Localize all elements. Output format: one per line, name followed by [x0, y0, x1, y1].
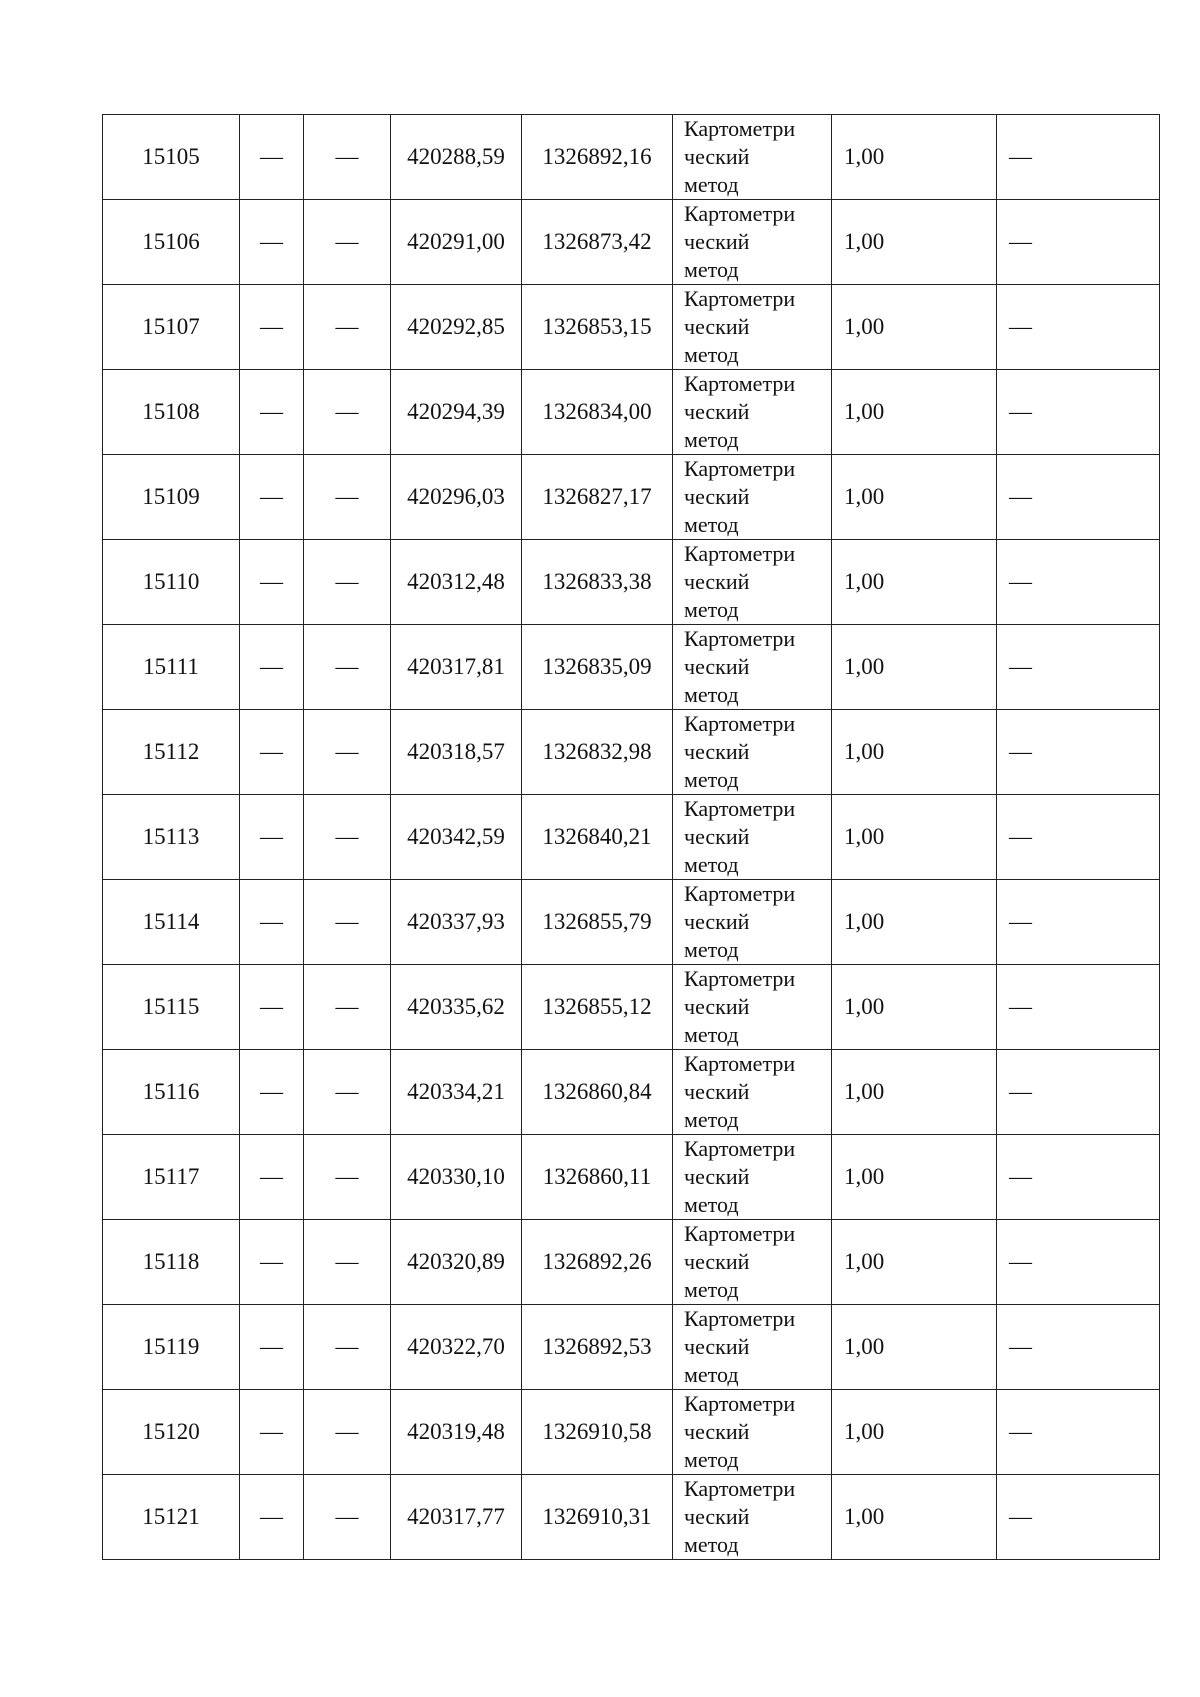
empty-value-cell: —	[240, 1135, 304, 1220]
empty-value-cell: —	[304, 1390, 391, 1475]
coordinate-x-cell: 420330,10	[391, 1135, 522, 1220]
method-line: метод	[684, 767, 739, 792]
method-line: ческий	[684, 144, 750, 169]
method-line: метод	[684, 342, 739, 367]
method-line: Картометри	[684, 881, 796, 906]
method-line: метод	[684, 1192, 739, 1217]
accuracy-cell: 1,00	[832, 200, 997, 285]
accuracy-cell: 1,00	[832, 880, 997, 965]
method-line: метод	[684, 597, 739, 622]
coordinate-x-cell: 420322,70	[391, 1305, 522, 1390]
coordinate-y-cell: 1326892,26	[522, 1220, 673, 1305]
method-line: ческий	[684, 1079, 750, 1104]
point-number-cell: 15106	[103, 200, 240, 285]
table-row	[103, 115, 1160, 200]
method-line: Картометри	[684, 1391, 796, 1416]
method-line: Картометри	[684, 1221, 796, 1246]
coordinate-x-cell: 420296,03	[391, 455, 522, 540]
accuracy-cell: 1,00	[832, 1220, 997, 1305]
table-row	[103, 1050, 1160, 1135]
empty-value-cell: —	[240, 795, 304, 880]
method-line: метод	[684, 1532, 739, 1557]
empty-value-cell: —	[997, 880, 1160, 965]
empty-value-cell: —	[304, 1220, 391, 1305]
empty-value-cell: —	[240, 880, 304, 965]
method-cell	[673, 1135, 832, 1220]
method-line: ческий	[684, 909, 750, 934]
method-line: ческий	[684, 399, 750, 424]
accuracy-cell: 1,00	[832, 1135, 997, 1220]
empty-value-cell: —	[304, 1050, 391, 1135]
method-cell	[673, 115, 832, 200]
accuracy-cell: 1,00	[832, 1305, 997, 1390]
empty-value-cell: —	[240, 370, 304, 455]
method-cell	[673, 370, 832, 455]
empty-value-cell: —	[240, 1220, 304, 1305]
coordinate-y-cell: 1326855,79	[522, 880, 673, 965]
empty-value-cell: —	[240, 1475, 304, 1560]
empty-value-cell: —	[304, 200, 391, 285]
method-line: метод	[684, 172, 739, 197]
method-line: Картометри	[684, 966, 796, 991]
point-number-cell: 15118	[103, 1220, 240, 1305]
coordinate-x-cell: 420292,85	[391, 285, 522, 370]
method-line: Картометри	[684, 1476, 796, 1501]
method-cell	[673, 880, 832, 965]
coordinate-x-cell: 420312,48	[391, 540, 522, 625]
method-cell	[673, 455, 832, 540]
method-cell	[673, 795, 832, 880]
table-row	[103, 1305, 1160, 1390]
empty-value-cell: —	[304, 1475, 391, 1560]
table-row	[103, 200, 1160, 285]
empty-value-cell: —	[240, 200, 304, 285]
method-line: метод	[684, 1277, 739, 1302]
table-row	[103, 1220, 1160, 1305]
method-line: Картометри	[684, 541, 796, 566]
accuracy-cell: 1,00	[832, 285, 997, 370]
method-cell	[673, 1050, 832, 1135]
method-cell	[673, 1390, 832, 1475]
empty-value-cell: —	[240, 1305, 304, 1390]
empty-value-cell: —	[304, 370, 391, 455]
table-row	[103, 1390, 1160, 1475]
empty-value-cell: —	[997, 1475, 1160, 1560]
coordinate-y-cell: 1326910,31	[522, 1475, 673, 1560]
empty-value-cell: —	[304, 1135, 391, 1220]
point-number-cell: 15114	[103, 880, 240, 965]
empty-value-cell: —	[997, 200, 1160, 285]
accuracy-cell: 1,00	[832, 370, 997, 455]
point-number-cell: 15119	[103, 1305, 240, 1390]
coordinate-x-cell: 420317,81	[391, 625, 522, 710]
method-line: метод	[684, 512, 739, 537]
point-number-cell: 15121	[103, 1475, 240, 1560]
empty-value-cell: —	[304, 965, 391, 1050]
coordinate-y-cell: 1326834,00	[522, 370, 673, 455]
accuracy-cell: 1,00	[832, 625, 997, 710]
accuracy-cell: 1,00	[832, 1050, 997, 1135]
method-line: метод	[684, 1362, 739, 1387]
coordinate-y-cell: 1326860,84	[522, 1050, 673, 1135]
coordinate-x-cell: 420317,77	[391, 1475, 522, 1560]
table-row	[103, 1475, 1160, 1560]
accuracy-cell: 1,00	[832, 1475, 997, 1560]
method-line: метод	[684, 682, 739, 707]
method-cell	[673, 965, 832, 1050]
method-line: Картометри	[684, 1136, 796, 1161]
point-number-cell: 15113	[103, 795, 240, 880]
coordinate-y-cell: 1326860,11	[522, 1135, 673, 1220]
method-line: ческий	[684, 569, 750, 594]
coordinates-table	[102, 114, 1160, 1560]
method-line: Картометри	[684, 711, 796, 736]
coordinate-y-cell: 1326892,16	[522, 115, 673, 200]
coordinate-y-cell: 1326855,12	[522, 965, 673, 1050]
coordinate-y-cell: 1326892,53	[522, 1305, 673, 1390]
coordinate-y-cell: 1326840,21	[522, 795, 673, 880]
empty-value-cell: —	[997, 965, 1160, 1050]
table-row	[103, 795, 1160, 880]
method-line: Картометри	[684, 116, 796, 141]
empty-value-cell: —	[997, 285, 1160, 370]
method-line: метод	[684, 852, 739, 877]
empty-value-cell: —	[997, 795, 1160, 880]
method-line: Картометри	[684, 201, 796, 226]
coordinate-y-cell: 1326827,17	[522, 455, 673, 540]
point-number-cell: 15110	[103, 540, 240, 625]
method-line: метод	[684, 427, 739, 452]
table-row	[103, 880, 1160, 965]
point-number-cell: 15105	[103, 115, 240, 200]
empty-value-cell: —	[304, 625, 391, 710]
coordinate-x-cell: 420337,93	[391, 880, 522, 965]
table-row	[103, 370, 1160, 455]
table-row	[103, 1135, 1160, 1220]
empty-value-cell: —	[240, 285, 304, 370]
empty-value-cell: —	[240, 625, 304, 710]
empty-value-cell: —	[997, 115, 1160, 200]
method-line: ческий	[684, 229, 750, 254]
empty-value-cell: —	[304, 115, 391, 200]
empty-value-cell: —	[997, 625, 1160, 710]
coordinate-x-cell: 420318,57	[391, 710, 522, 795]
empty-value-cell: —	[997, 1220, 1160, 1305]
method-line: Картометри	[684, 1051, 796, 1076]
empty-value-cell: —	[240, 540, 304, 625]
point-number-cell: 15117	[103, 1135, 240, 1220]
table-row	[103, 285, 1160, 370]
coordinate-y-cell: 1326853,15	[522, 285, 673, 370]
coordinate-y-cell: 1326835,09	[522, 625, 673, 710]
accuracy-cell: 1,00	[832, 455, 997, 540]
method-line: ческий	[684, 739, 750, 764]
empty-value-cell: —	[304, 285, 391, 370]
coordinate-y-cell: 1326832,98	[522, 710, 673, 795]
accuracy-cell: 1,00	[832, 710, 997, 795]
coordinate-x-cell: 420335,62	[391, 965, 522, 1050]
empty-value-cell: —	[240, 710, 304, 795]
empty-value-cell: —	[997, 1050, 1160, 1135]
coordinate-x-cell: 420342,59	[391, 795, 522, 880]
accuracy-cell: 1,00	[832, 540, 997, 625]
method-line: метод	[684, 1447, 739, 1472]
table-row	[103, 625, 1160, 710]
method-cell	[673, 1305, 832, 1390]
method-cell	[673, 285, 832, 370]
empty-value-cell: —	[240, 965, 304, 1050]
empty-value-cell: —	[304, 880, 391, 965]
table-row	[103, 965, 1160, 1050]
method-line: ческий	[684, 1504, 750, 1529]
empty-value-cell: —	[304, 540, 391, 625]
method-line: Картометри	[684, 796, 796, 821]
coordinate-x-cell: 420320,89	[391, 1220, 522, 1305]
empty-value-cell: —	[997, 710, 1160, 795]
accuracy-cell: 1,00	[832, 965, 997, 1050]
accuracy-cell: 1,00	[832, 795, 997, 880]
point-number-cell: 15111	[103, 625, 240, 710]
method-cell	[673, 710, 832, 795]
empty-value-cell: —	[997, 1390, 1160, 1475]
coordinate-y-cell: 1326833,38	[522, 540, 673, 625]
method-cell	[673, 200, 832, 285]
table-row	[103, 540, 1160, 625]
method-line: метод	[684, 1022, 739, 1047]
method-line: ческий	[684, 1334, 750, 1359]
method-line: ческий	[684, 1419, 750, 1444]
coordinate-y-cell: 1326873,42	[522, 200, 673, 285]
point-number-cell: 15116	[103, 1050, 240, 1135]
empty-value-cell: —	[304, 1305, 391, 1390]
point-number-cell: 15112	[103, 710, 240, 795]
empty-value-cell: —	[304, 795, 391, 880]
accuracy-cell: 1,00	[832, 115, 997, 200]
point-number-cell: 15108	[103, 370, 240, 455]
method-line: метод	[684, 257, 739, 282]
coordinate-x-cell: 420291,00	[391, 200, 522, 285]
point-number-cell: 15120	[103, 1390, 240, 1475]
coordinate-x-cell: 420288,59	[391, 115, 522, 200]
empty-value-cell: —	[997, 455, 1160, 540]
method-line: Картометри	[684, 1306, 796, 1331]
method-line: Картометри	[684, 456, 796, 481]
method-cell	[673, 625, 832, 710]
table-row	[103, 710, 1160, 795]
empty-value-cell: —	[997, 370, 1160, 455]
method-line: ческий	[684, 824, 750, 849]
table-body	[103, 115, 1160, 1560]
empty-value-cell: —	[997, 1305, 1160, 1390]
empty-value-cell: —	[240, 115, 304, 200]
coordinate-x-cell: 420294,39	[391, 370, 522, 455]
table-row	[103, 455, 1160, 540]
point-number-cell: 15109	[103, 455, 240, 540]
method-line: ческий	[684, 654, 750, 679]
point-number-cell: 15107	[103, 285, 240, 370]
empty-value-cell: —	[304, 455, 391, 540]
method-line: ческий	[684, 1164, 750, 1189]
method-line: Картометри	[684, 286, 796, 311]
method-line: Картометри	[684, 371, 796, 396]
method-line: ческий	[684, 314, 750, 339]
method-cell	[673, 1475, 832, 1560]
method-cell	[673, 1220, 832, 1305]
empty-value-cell: —	[304, 710, 391, 795]
coordinate-y-cell: 1326910,58	[522, 1390, 673, 1475]
empty-value-cell: —	[997, 1135, 1160, 1220]
empty-value-cell: —	[240, 1050, 304, 1135]
empty-value-cell: —	[997, 540, 1160, 625]
method-line: Картометри	[684, 626, 796, 651]
method-line: метод	[684, 1107, 739, 1132]
accuracy-cell: 1,00	[832, 1390, 997, 1475]
point-number-cell: 15115	[103, 965, 240, 1050]
empty-value-cell: —	[240, 455, 304, 540]
empty-value-cell: —	[240, 1390, 304, 1475]
method-line: ческий	[684, 484, 750, 509]
method-line: ческий	[684, 1249, 750, 1274]
method-line: ческий	[684, 994, 750, 1019]
method-cell	[673, 540, 832, 625]
method-line: метод	[684, 937, 739, 962]
coordinate-x-cell: 420334,21	[391, 1050, 522, 1135]
coordinate-x-cell: 420319,48	[391, 1390, 522, 1475]
